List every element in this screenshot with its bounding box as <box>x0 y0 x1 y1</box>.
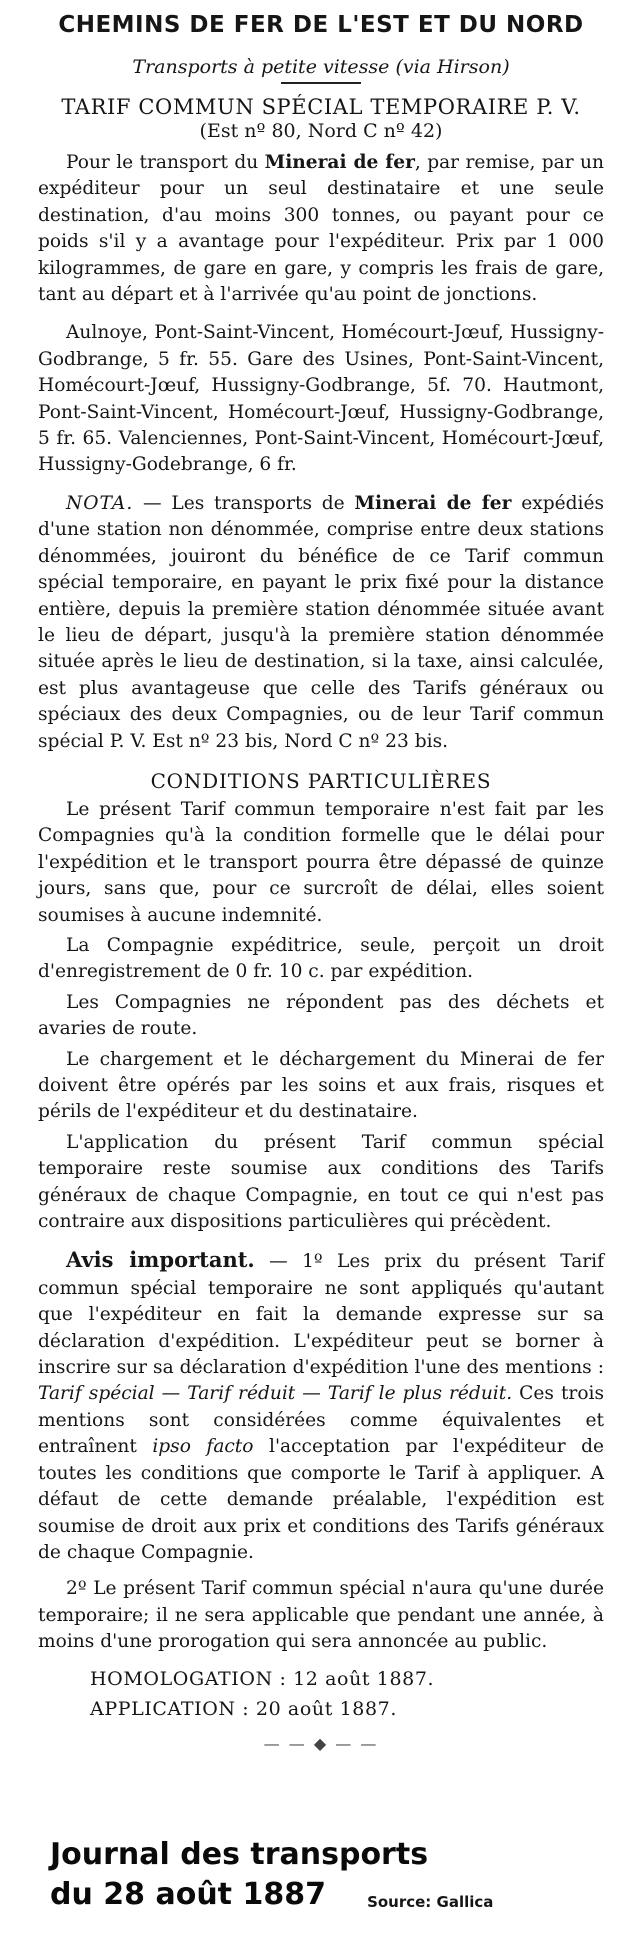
note-head: NOTA. <box>66 492 134 514</box>
intro-text: , par remise, par un expéditeur pour un seul destinataire et une seule destination, d'au moins 300 tonnes, ou payant pour ce poids s'il y a avantage pour l'expéditeur. Prix par 1 000 kilogrammes, de gare en gare, y compris les frais de gare, tant au départ et à l'arrivée qu'au point de jonctions. <box>38 152 604 306</box>
conditions-title: CONDITIONS PARTICULIÈRES <box>150 768 492 793</box>
prices-paragraph: Aulnoye, Pont-Saint-Vincent, Homécourt-Jœuf, Hussigny-Godbrange, 5 fr. 55. Gare des Usines, Pont-Saint-Vincent, Homécourt-Jœuf, Hussigny-Godbrange, 5f. 70. Hautmont, Pont-Saint-Vincent, Homécourt-Jœuf, Hussigny-Godbrange, 5 fr. 65. Valenciennes, Pont-Saint-Vincent, Homécourt-Jœuf, Hussigny-Godebrange, 6 fr. <box>38 322 604 476</box>
condition-paragraph: L'application du présent Tarif commun spécial temporaire reste soumise aux conditions des Tarifs généraux de chaque Compagnie, en tout ce qui n'est pas contraire aux dispositions particulières qui précèdent. <box>38 1131 604 1233</box>
journal-name: Journal des transports <box>50 1837 429 1872</box>
condition-paragraph: Le chargement et le déchargement du Minerai de fer doivent être opérés par les soins et aux frais, risques et périls de l'expéditeur et du destinataire. <box>38 1048 604 1123</box>
dates-block <box>90 1664 604 1724</box>
note-paragraph <box>38 491 604 755</box>
homologation-date: HOMOLOGATION : 12 août 1887. <box>90 1667 435 1690</box>
condition-paragraph: Le présent Tarif commun temporaire n'est fait par les Compagnies qu'à la condition formelle que le délai pour l'expédition et le transport pourra être dépassé de quinze jours, sans que, pour ce surcroît de délai, elles soient soumises à aucune indemnité. <box>38 798 604 926</box>
avis-paragraph <box>38 1247 604 1566</box>
tariff-title: TARIF COMMUN SPÉCIAL TEMPORAIRE P. V. <box>61 95 581 119</box>
header-subtitle: Transports à petite vitesse (via Hirson) <box>132 56 510 78</box>
caption-footer <box>10 1836 630 1916</box>
note-commodity: Minerai de fer <box>354 492 512 514</box>
application-date: APPLICATION : 20 août 1887. <box>90 1697 397 1720</box>
intro-lead: Pour le transport du <box>66 152 265 173</box>
avis-text-b: Ces trois mentions sont considérées comme équivalentes et entraînent <box>38 1383 605 1458</box>
note-text: expédiés d'une station non dénommée, comprise entre deux stations dénommées, jouiront du bénéfice de ce Tarif commun spécial temporaire, en payant le prix fixé pour la distance entière, depuis la première station dénommée située avant le lieu de départ, jusqu'à la première station dénommée située après le lieu de destination, si la taxe, ainsi calculée, est plus avantageuse que celle des Tarifs généraux ou spéciaux des deux Compagnies, ou de leur Tarif commun spécial P. V. Est nº 23 bis, Nord C nº 23 bis. <box>38 492 604 752</box>
journal-date: du 28 août 1887 <box>50 1877 326 1912</box>
note-lead: — Les transports de <box>133 492 355 514</box>
condition-paragraph: Les Compagnies ne répondent pas des déchets et avaries de route. <box>38 991 604 1040</box>
source-credit: Source: Gallica <box>367 1893 494 1911</box>
end-ornament: — — ◆ — — <box>263 1733 379 1753</box>
condition-paragraph: La Compagnie expéditrice, seule, perçoit un droit d'enregistrement de 0 fr. 10 c. par expédition. <box>38 934 604 983</box>
divider-rule <box>281 82 361 84</box>
avis-paragraph-2: 2º Le présent Tarif commun spécial n'aura qu'une durée temporaire; il ne sera applicable que pendant une année, à moins d'une prorogation qui sera annoncée au public. <box>38 1578 604 1653</box>
header-title: CHEMINS DE FER DE L'EST ET DU NORD <box>58 12 584 38</box>
avis-latin: ipso facto <box>152 1436 254 1458</box>
intro-commodity: Minerai de fer <box>264 152 415 173</box>
avis-mentions: Tarif spécial — Tarif réduit — Tarif le plus réduit. <box>38 1383 513 1405</box>
avis-text-c: l'acceptation par l'expéditeur de toutes les conditions que comporte le Tarif à appliquer. A défaut de cette demande préalable, l'expédition est soumise de droit aux prix et conditions des Tarifs généraux de chaque Compagnie. <box>38 1436 605 1563</box>
intro-paragraph <box>38 150 604 308</box>
tariff-reference: (Est nº 80, Nord C nº 42) <box>199 120 443 142</box>
avis-text-a: — 1º Les prix du présent Tarif commun spécial temporaire ne sont appliqués qu'autant que l'expéditeur en fait la demande expresse sur sa déclaration d'expédition. L'expéditeur peut se borner à inscrire sur sa déclaration d'expédition l'une des mentions : <box>38 1251 604 1379</box>
avis-head: Avis important. <box>66 1247 255 1273</box>
